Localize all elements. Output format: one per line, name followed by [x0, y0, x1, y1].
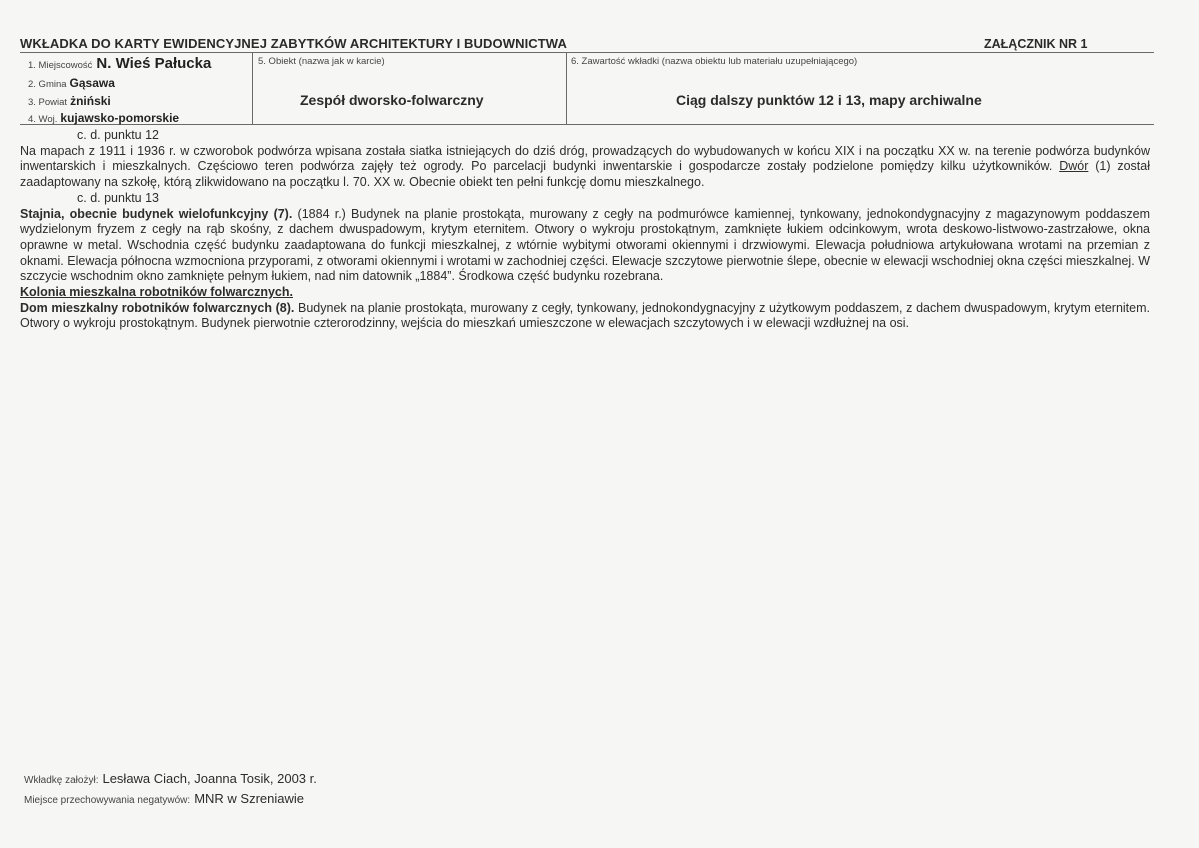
- paragraph-stajnia: [20, 207, 1150, 286]
- paragraph-text: (1) został zaadaptowany na szkołę, którą zlikwidowano na początku l. 70. XX w. Obecnie obiekt ten pełni funkcję domu mieszkalnego.: [20, 159, 1150, 190]
- paragraph-12: [20, 144, 1150, 191]
- footer-author: [24, 770, 317, 788]
- field-value: żniński: [70, 94, 111, 108]
- description-body: [20, 128, 1150, 332]
- field-label: 3. Powiat: [28, 97, 68, 108]
- field-powiat: [28, 92, 111, 110]
- kolonia-heading: Kolonia mieszkalna robotników folwarcznych.: [20, 285, 293, 300]
- section-heading-12: c. d. punktu 12: [77, 128, 160, 142]
- paragraph-text: (1884 r.) Budynek na planie prostokąta, murowany z cegły na podmurówce kamiennej, tynkowany, jednokondygnacyjny z magazynowym poddaszem wydzielonym fryzem z cegły na rąb skośny, z dachem dwuspadowym, krytym eternitem. Otwory o wykroju prostokątnym, zamknięte łukiem odcinkowym, wrota deskowo-listwowo-zastrzałowe, okna oprawne w metal. Wschodnia część budynku zaadaptowana do funkcji mieszkalnej, z wtórnie wybitymi otworami okiennymi i drzwiowymi. Elewacja południowa artykułowana wrotami na przemian z oknami. Elewacja północna wzmocniona przyporami, z otworami okiennymi i wrotami w zachodniej części. Elewacje szczytowe pierwotnie ślepe, obecnie w elewacji wschodniej okna części mieszkalnej. W szczycie wschodnim okno zamknięte pełnym łukiem, nad nim datownik „1884”. Środkowa część budynku rozebrana.: [20, 206, 1150, 284]
- dwor-term: Dwór: [1059, 159, 1089, 174]
- paragraph-dom: [20, 301, 1150, 332]
- footer-negatives: [24, 790, 304, 808]
- header-bottom-rule: [20, 124, 1154, 125]
- field-label: 4. Woj.: [28, 114, 58, 125]
- field-label: 1. Miejscowość: [28, 60, 93, 71]
- header-top-rule: [20, 52, 1154, 53]
- section-heading-13: c. d. punktu 13: [77, 190, 160, 205]
- field-gmina: [28, 74, 115, 92]
- footer-negatives-label: Miejsce przechowywania negatywów:: [24, 795, 191, 806]
- card-title: WKŁADKA DO KARTY EWIDENCYJNEJ ZABYTKÓW ARCHITEKTURY I BUDOWNICTWA: [20, 36, 567, 51]
- footer-author-value: Lesława Ciach, Joanna Tosik, 2003 r.: [102, 771, 317, 786]
- field-miejscowosc: [28, 55, 211, 73]
- field-woj: [28, 109, 179, 127]
- field-value: N. Wieś Pałucka: [96, 55, 212, 72]
- field-obiekt-value: Zespół dworsko-folwarczny: [300, 92, 484, 108]
- field-divider-1: [252, 52, 253, 124]
- field-value: Gąsawa: [69, 76, 115, 90]
- field-zawartosc-label: 6. Zawartość wkładki (nazwa obiektu lub materiału uzupełniającego): [571, 56, 858, 67]
- paragraph-text: Budynek na planie prostokąta, murowany z cegły, tynkowany, jednokondygnacyjny z użytkowym poddaszem, z dachem dwuspadowym, krytym eternitem. Otwory o wykroju prostokątnym. Budynek pierwotnie czterorodzinny, wejścia do mieszkań umieszczone w elewacjach szczytowych i w elewacji wzdłużnej na osi.: [20, 300, 1150, 331]
- paragraph-text: Na mapach z 1911 i 1936 r. w czworobok podwórza wpisana została siatka istniejących do dziś dróg, prowadzących do wybudowanych w końcu XIX i na początku XX w. na terenie podwórza budynków inwentarskich i mieszkalnych. Częściowo teren podwórza zajęły też ogrody. Po parcelacji budynki inwentarskie i gospodarcze zostały podzielone pomiędzy kilku użytkowników.: [20, 143, 1150, 174]
- stajnia-title: Stajnia, obecnie budynek wielofunkcyjny (7).: [20, 206, 293, 221]
- annex-number: ZAŁĄCZNIK NR 1: [984, 37, 1088, 51]
- footer-negatives-value: MNR w Szreniawie: [194, 791, 304, 806]
- field-label: 2. Gmina: [28, 79, 67, 90]
- field-zawartosc-value: Ciąg dalszy punktów 12 i 13, mapy archiwalne: [676, 92, 982, 108]
- dom-title: Dom mieszkalny robotników folwarcznych (8).: [20, 300, 295, 315]
- field-divider-2: [566, 52, 567, 124]
- field-obiekt-label: 5. Obiekt (nazwa jak w karcie): [258, 56, 385, 67]
- footer-author-label: Wkładkę założył:: [24, 775, 99, 786]
- field-value: kujawsko-pomorskie: [60, 111, 180, 125]
